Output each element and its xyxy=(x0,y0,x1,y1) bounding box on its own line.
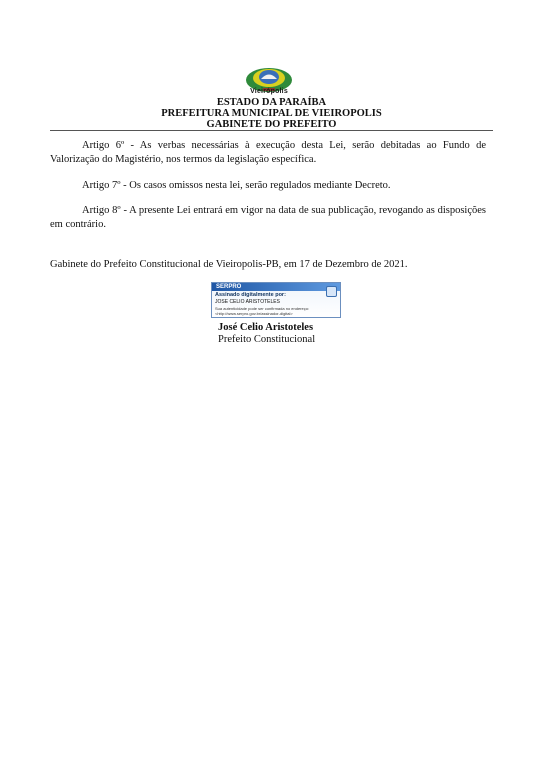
state-heading: ESTADO DA PARAÍBA xyxy=(216,97,327,108)
seal-signer: JOSE CELIO ARISTOTELES xyxy=(215,299,280,305)
article-7 xyxy=(50,179,486,193)
logo-caption: Vieirópolis xyxy=(250,88,288,95)
article-7-text: Artigo 7º - Os casos omissos nesta lei, serão regulados mediante Decreto. xyxy=(82,180,391,191)
serpro-logo: SERPRO xyxy=(216,284,242,290)
digital-signature-seal xyxy=(211,282,341,318)
article-8 xyxy=(50,204,486,232)
signatory-title: Prefeito Constitucional xyxy=(218,334,316,345)
article-6-text: Artigo 6º - As verbas necessárias à execução desta Lei, serão debitadas ao Fundo de Valorização do Magistério, nos termos da legislação específica. xyxy=(50,140,486,165)
article-8-text: Artigo 8º - A presente Lei entrará em vigor na data de sua publicação, revogando as disposições em contrário. xyxy=(50,205,486,230)
closing-statement: Gabinete do Prefeito Constitucional de Vieiropolis-PB, em 17 de Dezembro de 2021. xyxy=(50,259,408,270)
office-heading: GABINETE DO PREFEITO xyxy=(206,119,337,130)
municipality-heading: PREFEITURA MUNICIPAL DE VIEIROPOLIS xyxy=(161,108,382,119)
seal-verification: Sua autenticidade pode ser confirmada no endereço: <http://www.serpro.gov.br/assinador-digital> xyxy=(215,306,310,316)
article-6 xyxy=(50,139,486,167)
header-divider xyxy=(50,130,493,131)
seal-label: Assinado digitalmente por: xyxy=(215,292,286,298)
signatory-name: José Celio Aristoteles xyxy=(218,322,314,333)
certificate-icon xyxy=(326,286,337,297)
